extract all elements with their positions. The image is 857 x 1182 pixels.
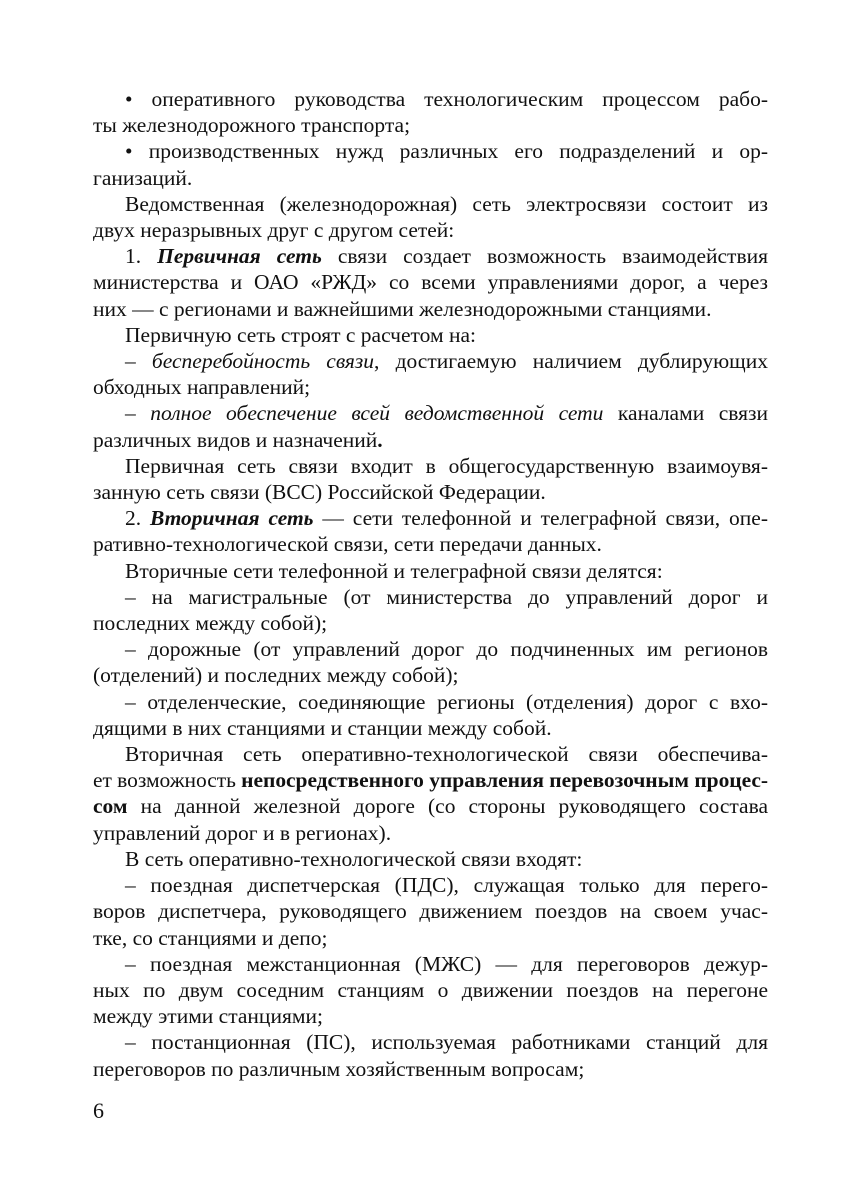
text-line: [93, 217, 768, 243]
text-segment: занную сеть связи (ВСС) Российской Федерации.: [93, 480, 546, 505]
text-segment: последних между собой);: [93, 611, 328, 636]
paragraph: [93, 741, 768, 846]
text-segment: — сети телефонной и телеграфной связи, опе-: [313, 506, 768, 531]
text-line: [93, 165, 768, 191]
paragraph: [93, 86, 768, 138]
text-segment: на данной железной дороге (со стороны руководящего состава: [127, 794, 768, 819]
text-segment: ет возможность: [93, 768, 242, 793]
text-line: [93, 1029, 768, 1055]
page: [93, 86, 768, 1124]
text-segment: управлений дорог и в регионах).: [93, 820, 392, 845]
text-line: [93, 636, 768, 662]
text-segment: – отделенческие, соединяющие регионы (отделения) дорог с вхо-: [125, 689, 768, 714]
text-line: [93, 427, 768, 453]
text-line: [93, 584, 768, 610]
paragraph: [93, 584, 768, 636]
text-line: [93, 977, 768, 1003]
paragraph: [93, 689, 768, 741]
page-body-text: [93, 86, 768, 1082]
text-line: [93, 348, 768, 374]
text-segment: (отделений) и последних между собой);: [93, 663, 459, 688]
page-number: 6: [93, 1097, 104, 1123]
bold-text: непосредственного управления перевозочным процес-: [241, 768, 768, 793]
paragraph: [93, 453, 768, 505]
paragraph: [93, 322, 768, 348]
text-segment: Вторичные сети телефонной и телеграфной связи делятся:: [125, 558, 663, 583]
text-segment: воров диспетчера, руководящего движением поездов на своем учас-: [93, 899, 768, 924]
paragraph: [93, 138, 768, 190]
paragraph: [93, 400, 768, 452]
text-segment: – поездная межстанционная (МЖС) — для переговоров дежур-: [125, 951, 768, 976]
text-line: [93, 558, 768, 584]
text-line: [93, 531, 768, 557]
text-line: [93, 925, 768, 951]
text-segment: 1.: [125, 244, 158, 269]
text-line: [93, 269, 768, 295]
text-line: [93, 453, 768, 479]
text-line: [93, 243, 768, 269]
text-segment: каналами связи: [603, 401, 768, 426]
paragraph: [93, 846, 768, 872]
bold-text: .: [377, 427, 383, 452]
italic-text: бесперебойность связи: [151, 349, 375, 374]
paragraph: [93, 191, 768, 243]
term-emphasis: Вторичная сеть: [150, 506, 314, 531]
text-segment: связи создает возможность взаимодействия: [321, 244, 768, 269]
text-line: [93, 689, 768, 715]
text-segment: дящими в них станциями и станции между собой.: [93, 715, 552, 740]
paragraph: [93, 951, 768, 1030]
text-line: [93, 138, 768, 164]
text-segment: ганизаций.: [93, 165, 193, 190]
italic-text: полное обеспечение всей ведомственной сети: [150, 401, 604, 426]
text-line: [93, 951, 768, 977]
text-segment: тке, со станциями и депо;: [93, 925, 328, 950]
text-line: [93, 662, 768, 688]
paragraph: [93, 558, 768, 584]
text-segment: ных по двум соседним станциям о движении поездов на перегоне: [93, 977, 768, 1002]
text-segment: Первичную сеть строят с расчетом на:: [125, 322, 476, 347]
text-line: [93, 479, 768, 505]
text-segment: переговоров по различным хозяйственным вопросам;: [93, 1056, 585, 1081]
text-line: [93, 872, 768, 898]
text-segment: – поездная диспетчерская (ПДС), служащая только для перего-: [125, 873, 768, 898]
term-emphasis: Первичная сеть: [157, 244, 322, 269]
text-segment: Первичная сеть связи входит в общегосударственную взаимоувя-: [125, 453, 768, 478]
text-line: [93, 191, 768, 217]
paragraph: [93, 505, 768, 557]
text-segment: – постанционная (ПС), используемая работниками станций для: [125, 1030, 768, 1055]
text-segment: , достигаемую наличием дублирующих: [374, 349, 768, 374]
text-line: [93, 846, 768, 872]
text-segment: –: [125, 349, 152, 374]
text-segment: • производственных нужд различных его подразделений и ор-: [125, 139, 768, 164]
paragraph: [93, 636, 768, 688]
text-segment: –: [125, 401, 151, 426]
text-segment: обходных направлений;: [93, 375, 311, 400]
text-segment: них — с регионами и важнейшими железнодорожными станциями.: [93, 296, 712, 321]
text-line: [93, 505, 768, 531]
text-line: [93, 610, 768, 636]
text-segment: ты железнодорожного транспорта;: [93, 113, 411, 138]
text-line: [93, 1003, 768, 1029]
text-segment: ративно-технологической связи, сети передачи данных.: [93, 532, 602, 557]
text-line: [93, 820, 768, 846]
text-line: [93, 715, 768, 741]
text-segment: Вторичная сеть оперативно-технологической связи обеспечива-: [125, 742, 768, 767]
bold-text: сом: [93, 794, 128, 819]
text-segment: между этими станциями;: [93, 1004, 323, 1029]
text-segment: министерства и ОАО «РЖД» со всеми управлениями дорог, а через: [93, 270, 768, 295]
text-segment: двух неразрывных друг с другом сетей:: [93, 218, 455, 243]
text-line: [93, 1056, 768, 1082]
text-line: [93, 400, 768, 426]
paragraph: [93, 243, 768, 322]
paragraph: [93, 348, 768, 400]
text-line: [93, 112, 768, 138]
text-line: [93, 296, 768, 322]
paragraph: [93, 1029, 768, 1081]
paragraph: [93, 872, 768, 951]
text-segment: 2.: [125, 506, 151, 531]
text-line: [93, 741, 768, 767]
text-segment: В сеть оперативно-технологической связи входят:: [125, 846, 583, 871]
text-segment: различных видов и назначений: [93, 427, 378, 452]
text-line: [93, 374, 768, 400]
text-line: [93, 793, 768, 819]
text-line: [93, 322, 768, 348]
text-line: [93, 898, 768, 924]
text-segment: • оперативного руководства технологическим процессом рабо-: [125, 87, 768, 111]
text-line: [93, 767, 768, 793]
text-segment: – на магистральные (от министерства до управлений дорог и: [125, 584, 769, 609]
text-line: [93, 86, 768, 112]
text-segment: Ведомственная (железнодорожная) сеть электросвязи состоит из: [125, 191, 768, 216]
text-segment: – дорожные (от управлений дорог до подчиненных им регионов: [125, 637, 768, 662]
